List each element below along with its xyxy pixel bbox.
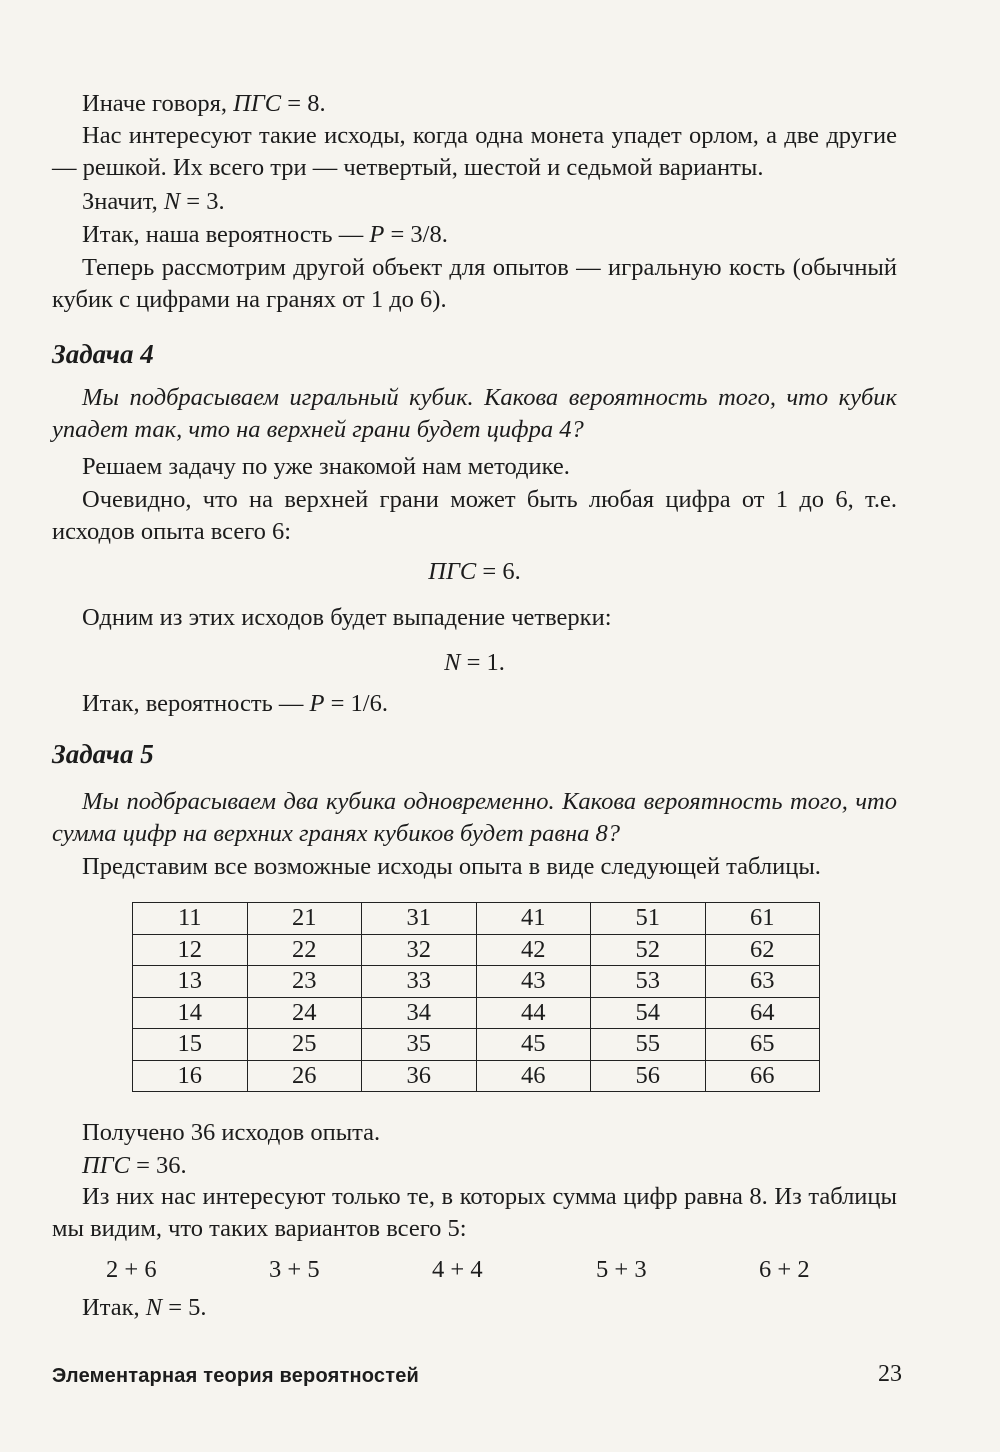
table-row <box>133 966 820 998</box>
task-5-represent: Представим все возможные исходы опыта в виде следующей таблицы. <box>82 853 821 880</box>
table-cell: 34 <box>362 997 477 1029</box>
task-5-pgs-36: ПГС = 36. <box>82 1152 187 1179</box>
sum-combinations <box>0 1254 1000 1286</box>
table-cell: 12 <box>133 934 248 966</box>
task-4-one-of: Одним из этих исходов будет выпадение четверки: <box>82 604 612 631</box>
sum-item: 5 + 3 <box>596 1256 647 1283</box>
paragraph-n-3: Значит, N = 3. <box>82 188 225 215</box>
task-5-got-36: Получено 36 исходов опыта. <box>82 1119 381 1146</box>
table-cell: 22 <box>247 934 362 966</box>
table-cell: 61 <box>705 903 820 935</box>
table-cell: 23 <box>247 966 362 998</box>
task-4-pgs-formula: ПГС = 6. <box>428 558 521 585</box>
table-cell: 33 <box>362 966 477 998</box>
task-4-method: Решаем задачу по уже знакомой нам методике. <box>82 453 570 480</box>
table-cell: 13 <box>133 966 248 998</box>
table-cell: 35 <box>362 1029 477 1061</box>
table-cell: 16 <box>133 1060 248 1092</box>
heading-task-5: Задача 5 <box>52 739 154 769</box>
running-footer-title: Элементарная теория вероятностей <box>52 1365 420 1387</box>
table-cell: 45 <box>476 1029 591 1061</box>
table-cell: 52 <box>591 934 706 966</box>
table-cell: 41 <box>476 903 591 935</box>
table-cell: 54 <box>591 997 706 1029</box>
table-cell: 32 <box>362 934 477 966</box>
task-4-problem: Мы подбрасываем игральный кубик. Какова вероятность того, что кубик упадет так, что на верхней грани будет цифра 4? <box>52 384 897 443</box>
sum-item: 3 + 5 <box>269 1256 320 1283</box>
table-cell: 25 <box>247 1029 362 1061</box>
task-5-result: Итак, N = 5. <box>82 1294 207 1321</box>
table-cell: 36 <box>362 1060 477 1092</box>
sum-item: 6 + 2 <box>759 1256 810 1283</box>
table-cell: 24 <box>247 997 362 1029</box>
table-cell: 46 <box>476 1060 591 1092</box>
task-4-result: Итак, вероятность — P = 1/6. <box>82 690 388 717</box>
paragraph-dice-intro: Теперь рассмотрим другой объект для опытов — игральную кость (обычный кубик с цифрами на гранях от 1 до 6). <box>52 254 897 313</box>
table-cell: 14 <box>133 997 248 1029</box>
table-cell: 44 <box>476 997 591 1029</box>
table-cell: 53 <box>591 966 706 998</box>
table-row <box>133 1060 820 1092</box>
table-cell: 64 <box>705 997 820 1029</box>
table-cell: 51 <box>591 903 706 935</box>
page-number: 23 <box>878 1361 902 1387</box>
table-cell: 26 <box>247 1060 362 1092</box>
table-cell: 21 <box>247 903 362 935</box>
table-row <box>133 1029 820 1061</box>
table-row <box>133 997 820 1029</box>
heading-task-4: Задача 4 <box>52 339 154 369</box>
table-cell: 15 <box>133 1029 248 1061</box>
table-cell: 55 <box>591 1029 706 1061</box>
table-cell: 56 <box>591 1060 706 1092</box>
table-cell: 43 <box>476 966 591 998</box>
paragraph-interest-outcomes: Нас интересуют такие исходы, когда одна монета упадет орлом, а две другие — решкой. Их всего три — четвертый, шестой и седьмой варианты. <box>52 122 897 181</box>
table-cell: 11 <box>133 903 248 935</box>
table-cell: 31 <box>362 903 477 935</box>
table-cell: 42 <box>476 934 591 966</box>
table-cell: 66 <box>705 1060 820 1092</box>
task-5-interest: Из них нас интересуют только те, в которых сумма цифр равна 8. Из таблицы мы видим, что таких вариантов всего 5: <box>52 1183 897 1242</box>
paragraph-probability-3-8: Итак, наша вероятность — P = 3/8. <box>82 221 448 248</box>
sum-item: 2 + 6 <box>106 1256 157 1283</box>
task-5-problem: Мы подбрасываем два кубика одновременно. Какова вероятность того, что сумма цифр на верхних гранях кубиков будет равна 8? <box>52 788 897 847</box>
table-row <box>133 903 820 935</box>
table-cell: 65 <box>705 1029 820 1061</box>
task-4-n-formula: N = 1. <box>444 649 505 676</box>
table-row <box>133 934 820 966</box>
table-cell: 62 <box>705 934 820 966</box>
outcomes-table <box>132 902 820 1092</box>
paragraph-pgs-8: Иначе говоря, ПГС = 8. <box>82 90 326 117</box>
table-cell: 63 <box>705 966 820 998</box>
task-4-obvious: Очевидно, что на верхней грани может быть любая цифра от 1 до 6, т.е. исходов опыта всего 6: <box>52 486 897 545</box>
sum-item: 4 + 4 <box>432 1256 483 1283</box>
